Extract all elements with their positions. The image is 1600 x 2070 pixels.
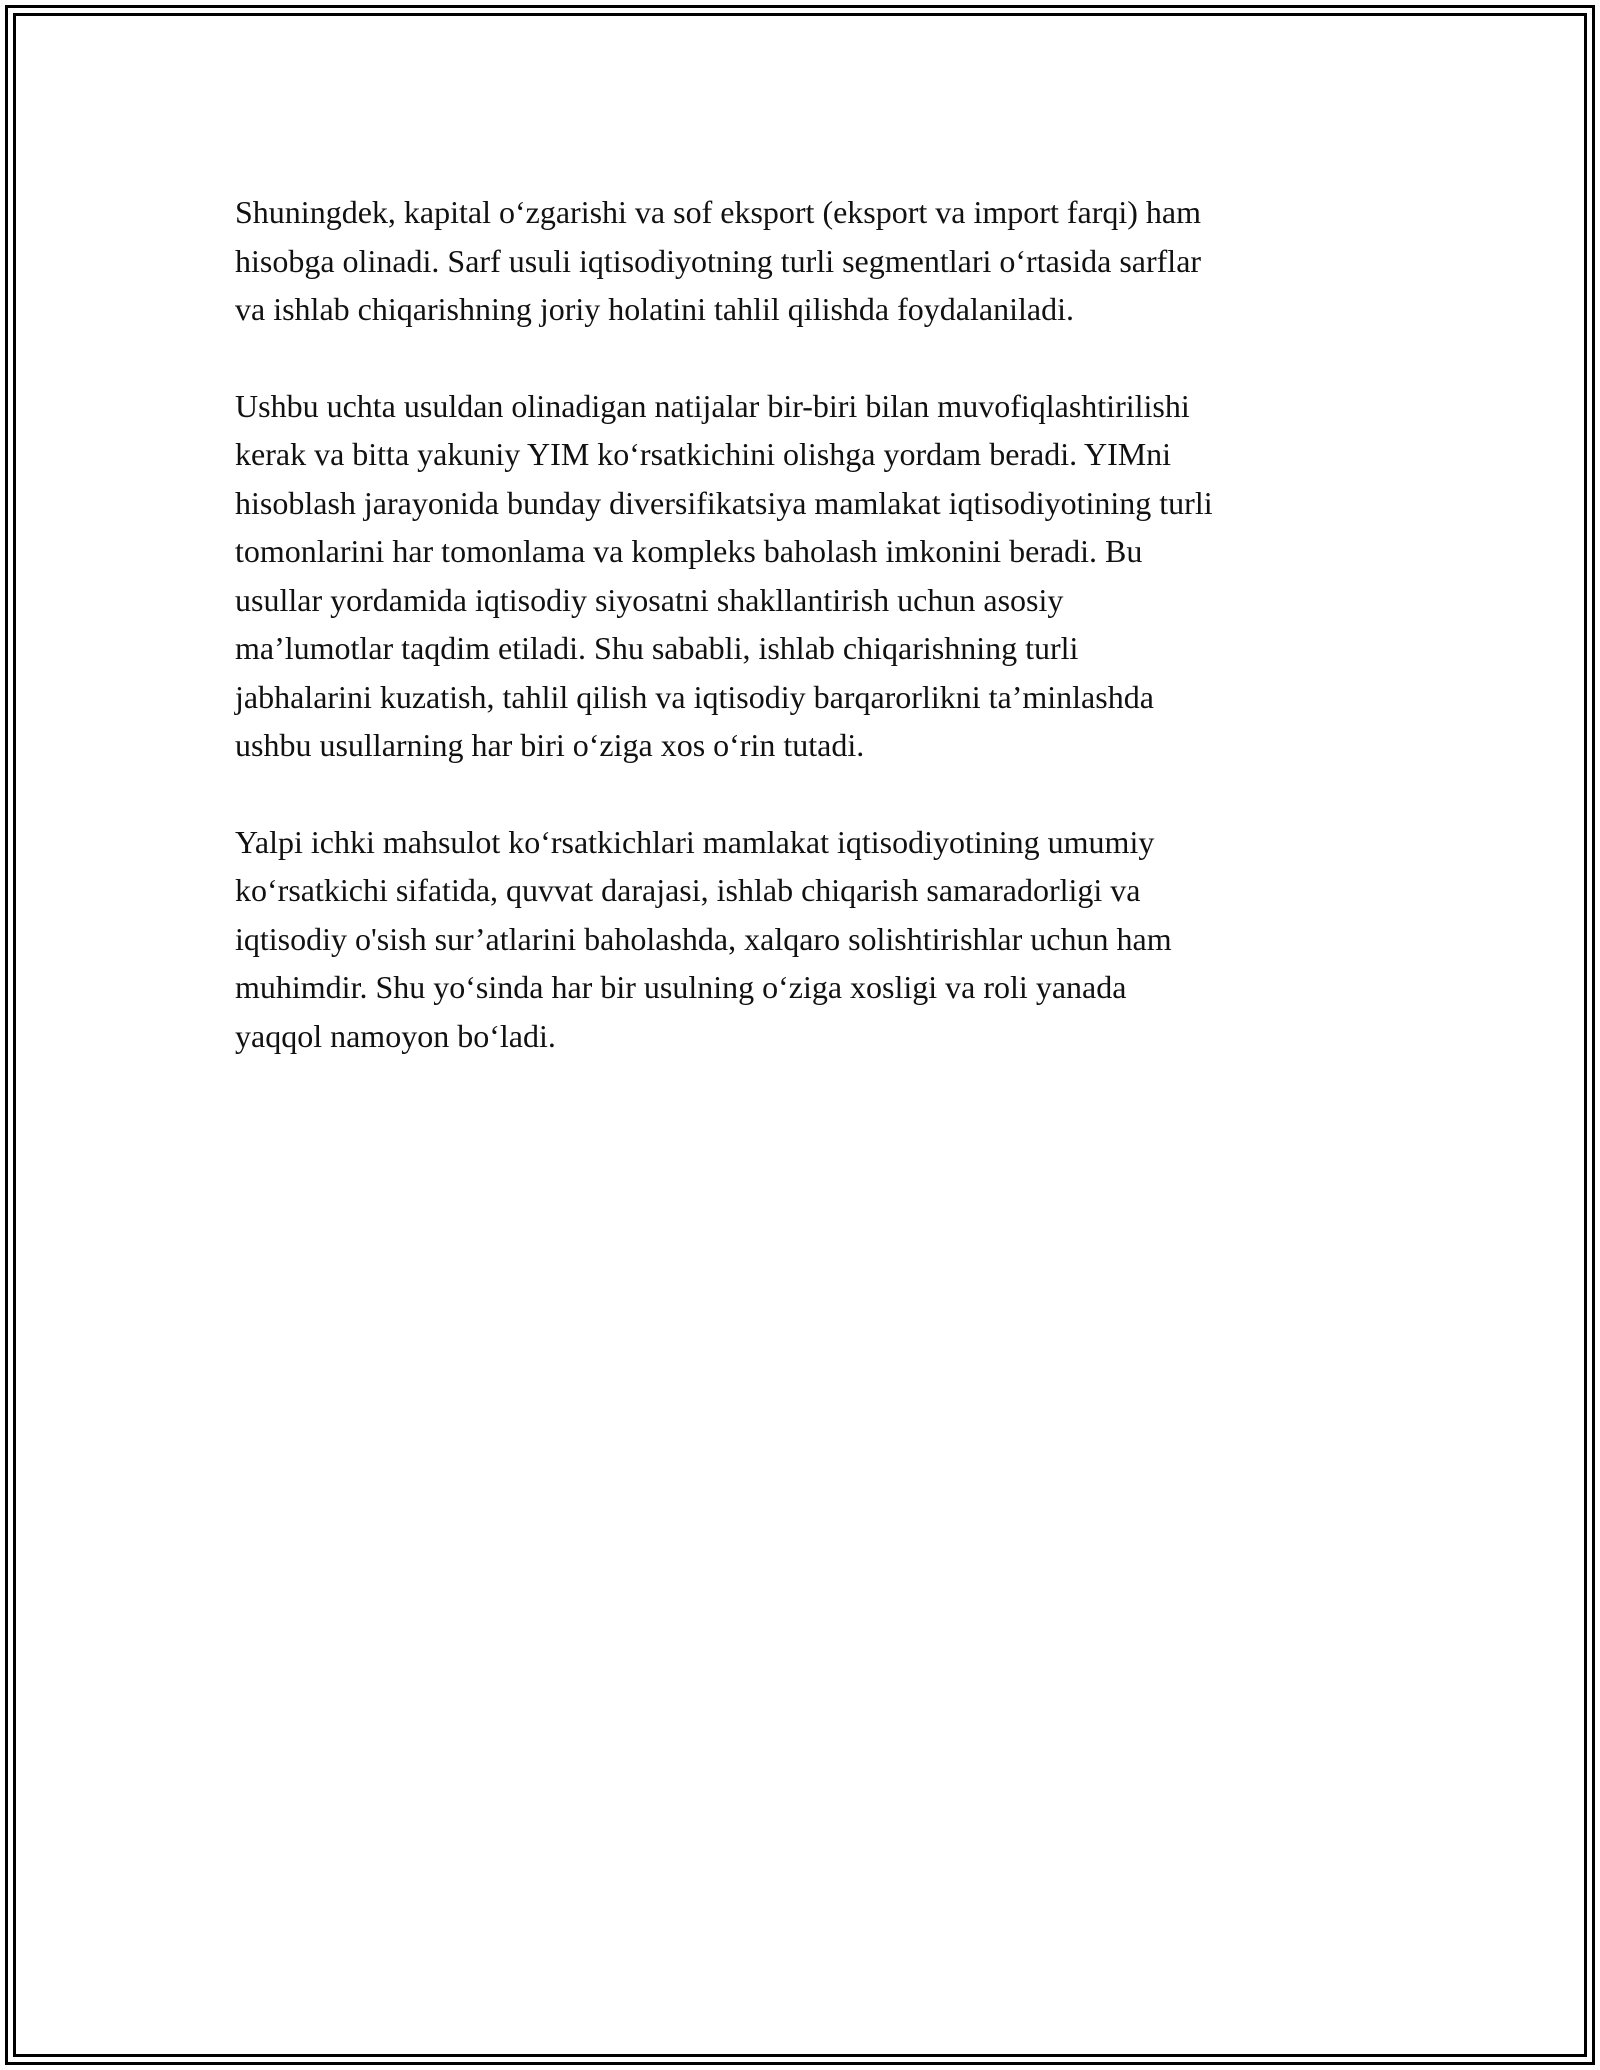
paragraph-2 — [235, 382, 1365, 770]
text-line: Ushbu uchta usuldan olinadigan natijalar bir-biri bilan muvofiqlashtirilishi — [235, 387, 1190, 424]
text-line: tomonlarini har tomonlama va kompleks baholash imkonini beradi. Bu — [235, 533, 1143, 569]
text-line: Yalpi ichki mahsulot ko‘rsatkichlari mamlakat iqtisodiyotining umumiy — [235, 823, 1155, 860]
text-line: muhimdir. Shu yo‘sinda har bir usulning o‘ziga xosligi va roli yanada — [235, 969, 1127, 1005]
text-line: hisobga olinadi. Sarf usuli iqtisodiyotning turli segmentlari o‘rtasida sarflar — [235, 242, 1202, 279]
text-line: iqtisodiy o'sish sur’atlarini baholashda, xalqaro solishtirishlar uchun ham — [235, 920, 1172, 957]
text-line: ushbu usullarning har biri o‘ziga xos o‘rin tutadi. — [235, 727, 865, 763]
document-body — [235, 188, 1365, 1108]
text-line: ma’lumotlar taqdim etiladi. Shu sababli, ishlab chiqarishning turli — [235, 630, 1079, 666]
text-line: ko‘rsatkichi sifatida, quvvat darajasi, ishlab chiqarish samaradorligi va — [235, 872, 1141, 908]
text-line: va ishlab chiqarishning joriy holatini tahlil qilishda foydalaniladi. — [235, 291, 1074, 327]
text-line: Shuningdek, kapital o‘zgarishi va sof eksport (eksport va import farqi) ham — [235, 194, 1201, 230]
text-line: yaqqol namoyon bo‘ladi. — [235, 1017, 556, 1054]
text-line: kerak va bitta yakuniy YIM ko‘rsatkichini olishga yordam beradi. YIMni — [235, 436, 1172, 472]
text-line: usullar yordamida iqtisodiy siyosatni shakllantirish uchun asosiy — [235, 581, 1064, 618]
paragraph-1 — [235, 188, 1365, 334]
text-line: hisoblash jarayonida bunday diversifikatsiya mamlakat iqtisodiyotining turli — [235, 484, 1213, 521]
paragraph-3 — [235, 818, 1365, 1061]
text-line: jabhalarini kuzatish, tahlil qilish va iqtisodiy barqarorlikni ta’minlashda — [235, 678, 1154, 715]
